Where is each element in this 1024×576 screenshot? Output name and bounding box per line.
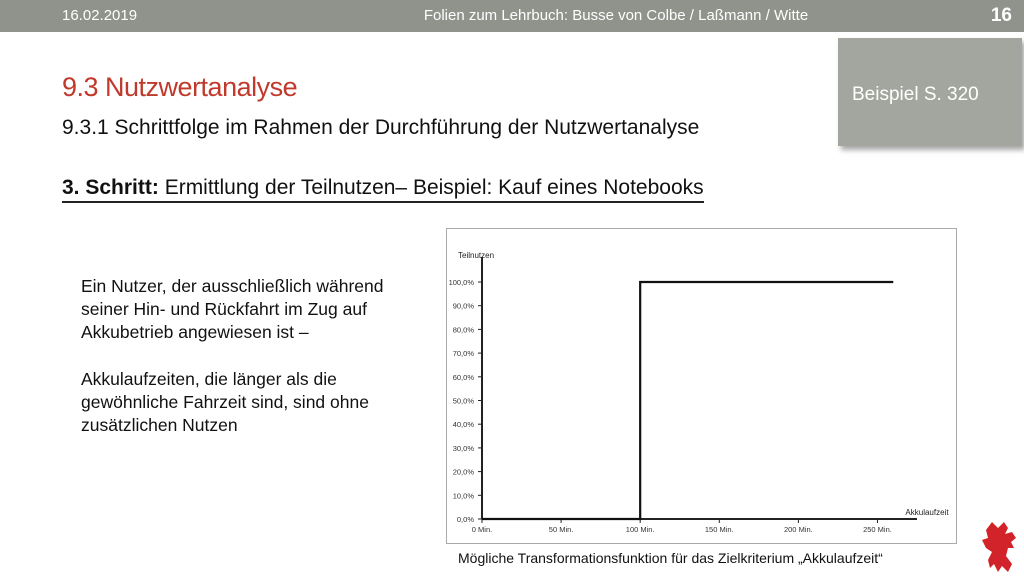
step-text: Ermittlung der Teilnutzen– Beispiel: Kauf eines Notebooks	[158, 176, 704, 199]
series-line-1	[482, 282, 893, 519]
body-text	[81, 275, 411, 461]
header-course-title: Folien zum Lehrbuch: Busse von Colbe / Laßmann / Witte	[423, 7, 809, 24]
example-badge-label: Beispiel S. 320	[852, 84, 979, 105]
header-date: 16.02.2019	[62, 7, 138, 24]
header-bar	[0, 0, 1024, 32]
y-axis-label: Teilnutzen	[458, 251, 495, 260]
x-axis-label: Akkulaufzeit	[905, 508, 949, 517]
step-label: 3. Schritt:	[62, 176, 159, 199]
y-tick-label: 80,0%	[452, 325, 474, 335]
y-tick-label: 60,0%	[452, 372, 474, 382]
example-badge	[838, 38, 1022, 146]
chart-frame	[446, 228, 957, 544]
y-tick-label: 50,0%	[452, 396, 474, 406]
x-tick-label: 250 Min.	[863, 525, 892, 534]
y-tick-label: 100,0%	[448, 278, 474, 287]
step-heading	[62, 176, 704, 203]
body-paragraph-2: Akkulaufzeiten, die länger als die gewöhnliche Fahrzeit sind, sind ohne zusätzlichen Nutzen	[81, 369, 369, 435]
x-tick-label: 100 Min.	[625, 525, 655, 534]
body-paragraph-1: Ein Nutzer, der ausschließlich während seiner Hin- und Rückfahrt im Zug auf Akkubetrieb angewiesen ist –	[81, 276, 384, 342]
y-tick-label: 0,0%	[456, 515, 474, 524]
slide-title: 9.3 Nutzwertanalyse	[62, 72, 298, 102]
y-tick-label: 40,0%	[452, 420, 474, 430]
chart-caption: Mögliche Transformationsfunktion für das Zielkriterium „Akkulaufzeit“	[458, 550, 883, 566]
x-tick-label: 50 Min.	[548, 525, 574, 534]
slide-subtitle: 9.3.1 Schrittfolge im Rahmen der Durchführung der Nutzwertanalyse	[62, 116, 700, 139]
berlin-bear-logo	[978, 518, 1020, 574]
x-tick-label: 200 Min.	[783, 525, 813, 534]
y-tick-label: 10,0%	[452, 491, 474, 501]
y-tick-label: 90,0%	[452, 301, 474, 311]
x-tick-label: 0 Min.	[471, 525, 493, 534]
page-number: 16	[990, 5, 1012, 26]
x-tick-label: 150 Min.	[704, 525, 734, 534]
utility-chart	[447, 229, 956, 543]
y-tick-label: 20,0%	[452, 467, 474, 477]
y-tick-label: 70,0%	[452, 349, 474, 359]
y-tick-label: 30,0%	[452, 443, 474, 453]
